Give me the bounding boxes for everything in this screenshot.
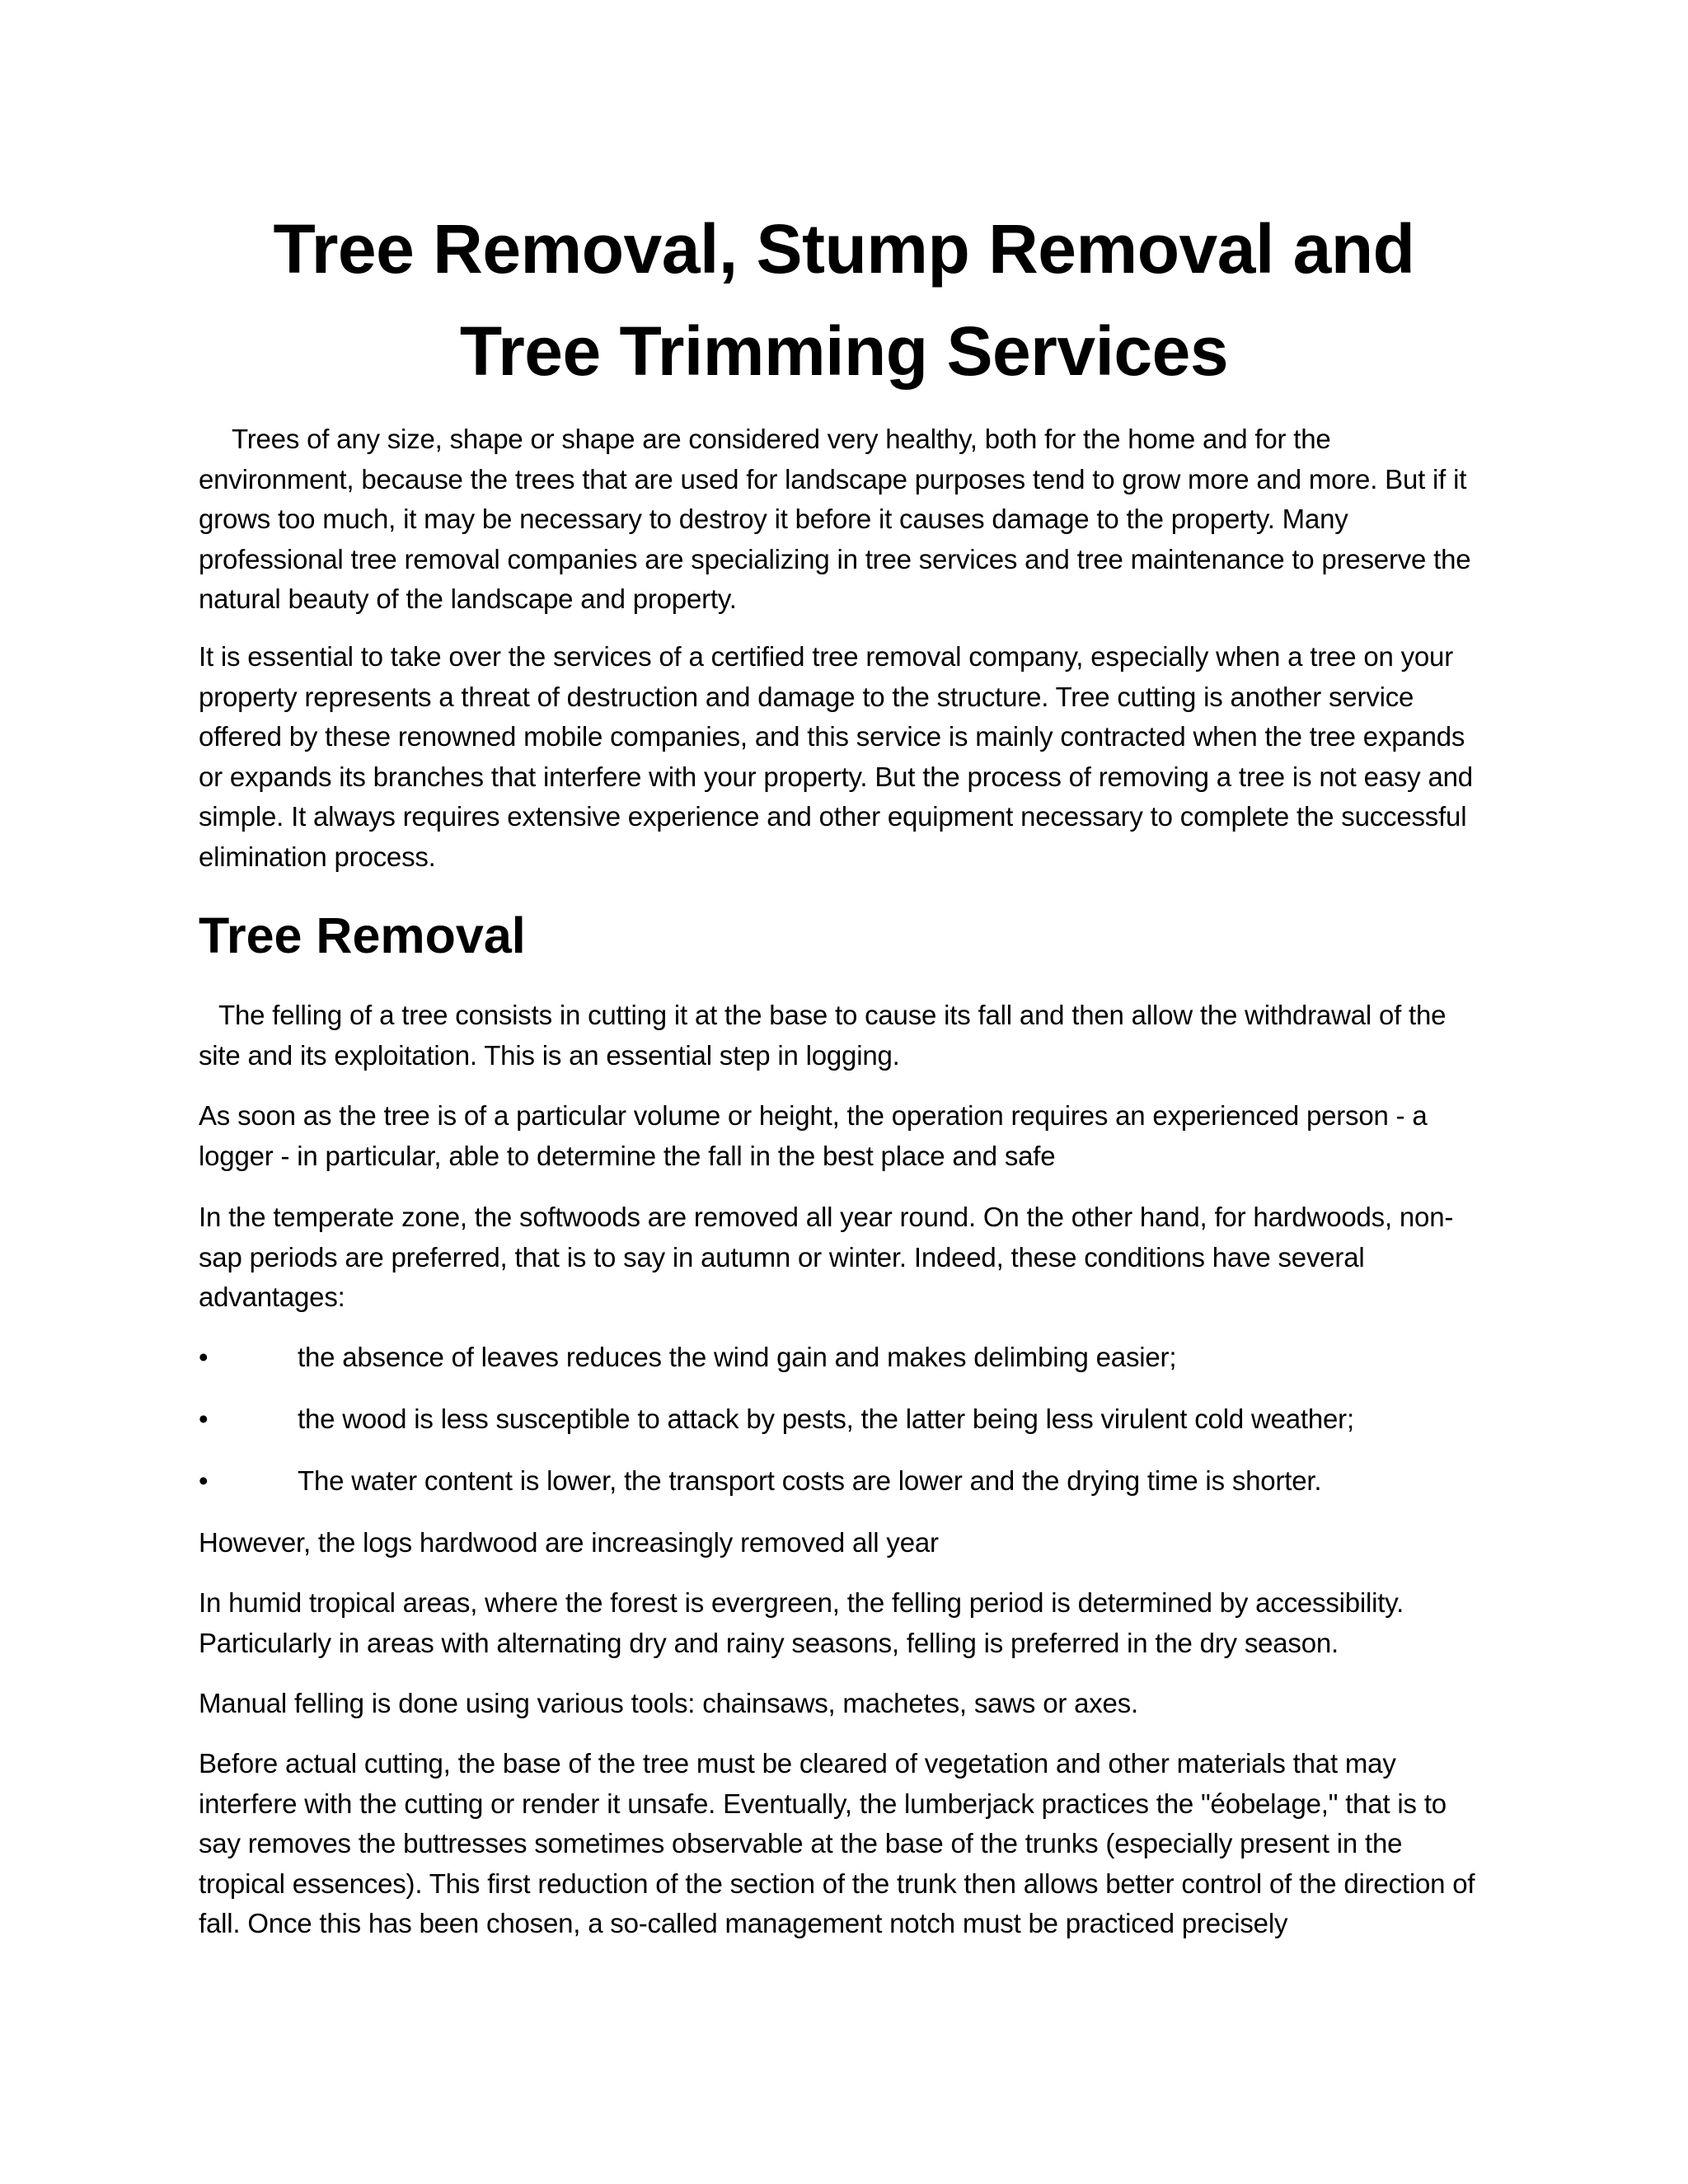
document-title: Tree Removal, Stump Removal and Tree Trimming Services xyxy=(273,210,1415,390)
bullet-icon: • xyxy=(199,1342,209,1372)
bullet-icon: • xyxy=(199,1404,209,1434)
section-paragraph-1: The felling of a tree consists in cutting it at the base to cause its fall and then allow the withdrawal of the site and its exploitation. This is an essential step in logging. xyxy=(199,1000,1447,1071)
after-bullets-paragraph-1: However, the logs hardwood are increasingly removed all year xyxy=(199,1527,939,1558)
after-bullets-paragraph-4: Before actual cutting, the base of the tree must be cleared of vegetation and other materials that may interfere with the cutting or render it unsafe. Eventually, the lumberjack practices the "éobelage," that is to say removes the buttresses sometimes observable at the base of the trunks (especially present in the tropical essences). This first reduction of the section of the trunk then allows better control of the direction of fall. Once this has been chosen, a so-called management notch must be practiced precisely xyxy=(199,1748,1475,1938)
bullet-text: the absence of leaves reduces the wind gain and makes delimbing easier; xyxy=(298,1342,1177,1372)
section-paragraph-2: As soon as the tree is of a particular volume or height, the operation requires an experienced person - a logger - in particular, able to determine the fall in the best place and safe xyxy=(199,1100,1428,1171)
section-paragraph-3: In the temperate zone, the softwoods are removed all year round. On the other hand, for hardwoods, non-sap periods are preferred, that is to say in autumn or winter. Indeed, these conditions have several advantages: xyxy=(199,1202,1454,1312)
bullet-icon: • xyxy=(199,1465,209,1496)
intro-paragraph-2: It is essential to take over the services of a certified tree removal company, especially when a tree on your property represents a threat of destruction and damage to the structure. Tree cutting is another service offered by these renowned mobile companies, and this service is mainly contracted when the tree expands or expands its branches that interfere with your property. But the process of removing a tree is not easy and simple. It always requires extensive experience and other equipment necessary to complete the successful elimination process. xyxy=(199,641,1473,872)
bullet-text: The water content is lower, the transport costs are lower and the drying time is shorter. xyxy=(298,1465,1322,1496)
intro-paragraph-1: Trees of any size, shape or shape are considered very healthy, both for the home and for the environment, because the trees that are used for landscape purposes tend to grow more and more. But if it grows too much, it may be necessary to destroy it before it causes damage to the property. Many professional tree removal companies are specializing in tree services and tree maintenance to preserve the natural beauty of the landscape and property. xyxy=(199,424,1471,614)
section-heading-tree-removal: Tree Removal xyxy=(199,907,526,963)
bullet-text: the wood is less susceptible to attack by pests, the latter being less virulent cold weather; xyxy=(298,1404,1354,1434)
after-bullets-paragraph-2: In humid tropical areas, where the forest is evergreen, the felling period is determined by accessibility. Particularly in areas with alternating dry and rainy seasons, felling is preferred in the dry season. xyxy=(199,1587,1404,1658)
after-bullets-paragraph-3: Manual felling is done using various tools: chainsaws, machetes, saws or axes. xyxy=(199,1688,1138,1718)
